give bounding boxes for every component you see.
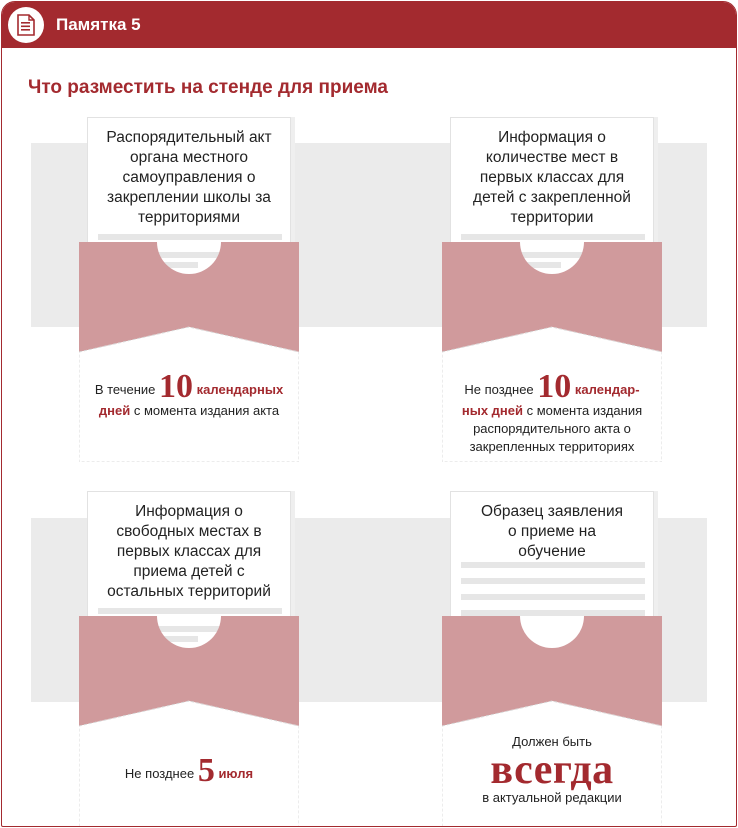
document-text: Образец заявления о приеме на обучение bbox=[481, 503, 624, 560]
document-text: Информация о количестве мест в первых классах для детей с закрепленной территории bbox=[473, 129, 631, 226]
page-subtitle: Что разместить на стенде для приема bbox=[28, 77, 388, 98]
document-text: Информация о свободных местах в первых классах для приема детей с остальных территорий bbox=[107, 503, 271, 600]
stand-card bbox=[79, 117, 299, 462]
deadline-note: Должен быть всегда в актуальной редакции bbox=[482, 734, 622, 805]
memo-frame bbox=[1, 1, 737, 827]
header-bar bbox=[2, 2, 736, 48]
deadline-note: Не позднее 5 июля bbox=[124, 752, 254, 789]
document-text: Распорядительный акт органа местного самоуправления о закреплении школы за территориями bbox=[106, 129, 272, 226]
deadline-note: В течение 10 календарных дней с момента издания акта bbox=[94, 368, 284, 418]
stand-card bbox=[442, 491, 662, 827]
header-title: Памятка 5 bbox=[56, 15, 141, 34]
deadline-note: Не позднее 10 календар- ных дней с момента издания распорядительного акта о закрепленных территориях bbox=[461, 368, 643, 454]
document-icon bbox=[8, 7, 44, 43]
stand-card bbox=[79, 491, 299, 827]
stand-card bbox=[442, 117, 662, 462]
